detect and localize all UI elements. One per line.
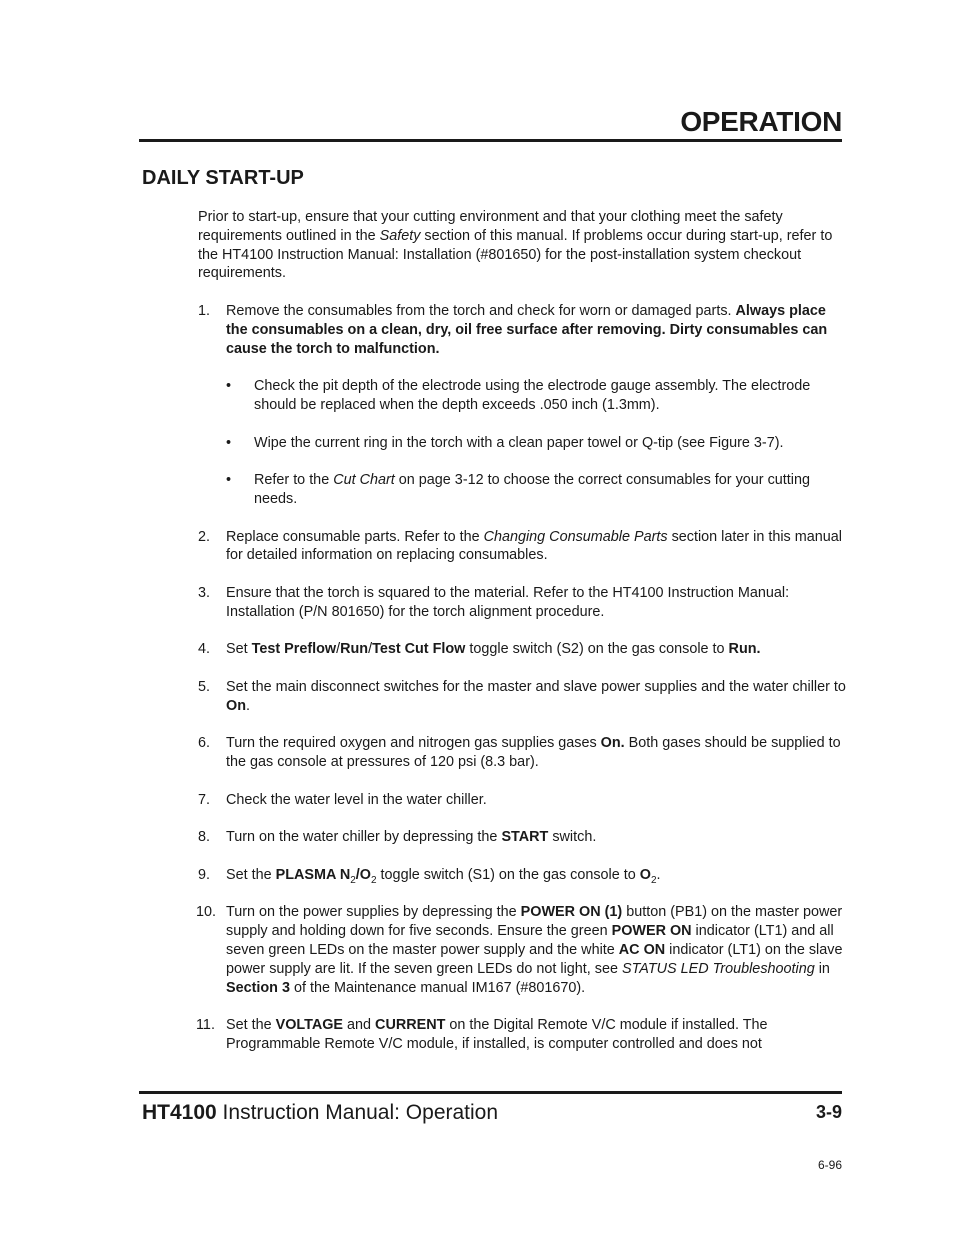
step-3: 3. Ensure that the torch is squared to the material. Refer to the HT4100 Instruction Manual: Installation (P/N 801650) for the torch alignment procedure.	[198, 584, 790, 620]
page-number: 3-9	[815, 1102, 842, 1122]
product-name: HT4100	[142, 1101, 217, 1124]
step-number: 10.	[196, 904, 217, 921]
bullet-item: • Wipe the current ring in the torch with a clean paper towel or Q-tip (see Figure 3-7).	[226, 434, 784, 451]
step-6: 6. Turn the required oxygen and nitrogen gas supplies gases On. Both gases should be supplied to the gas console at pressures of 120 psi (8.3 bar).	[198, 735, 841, 771]
steps-list	[198, 302, 846, 1054]
bullet-item: • Refer to the Cut Chart on page 3-12 to choose the correct consumables for your cutting needs.	[226, 472, 810, 507]
bullet-icon: •	[226, 434, 232, 451]
intro-paragraph: Prior to start-up, ensure that your cutting environment and that your clothing meet the safety requirements outlined in the Safety section of this manual. If problems occur during start-up, refer to the HT4100 Instruction Manual: Installation (#801650) for the post-installation system checkout requirements.	[198, 209, 833, 282]
step-1: 1. Remove the consumables from the torch and check for worn or damaged parts. Always place the consumables on a clean, dry, oil free surface after removing. Dirty consumables can cause the torch to malfunction. • Check the pit depth of the electrode using the electrode gauge assembly. The electrode should be replaced when the depth exceeds .050 inch (1.3mm). • Wipe the current ring in the torch with a clean paper towel or Q-tip (see Figure 3-7). • Refer to the Cut Chart on page 3-12 to choose the correct consumables for your cutting needs.	[198, 302, 846, 509]
step-number: 11.	[196, 1017, 215, 1034]
step-8: 8. Turn on the water chiller by depressing the START switch.	[198, 829, 597, 846]
step-4: 4. Set Test Preflow/Run/Test Cut Flow toggle switch (S2) on the gas console to Run.	[198, 641, 761, 658]
step-5: 5. Set the main disconnect switches for the master and slave power supplies and the water chiller to On.	[198, 678, 846, 714]
step-1-bullets	[226, 377, 846, 509]
bullet-icon: •	[226, 378, 232, 395]
footer-title: HT4100 Instruction Manual: Operation	[142, 1101, 499, 1124]
step-2: 2. Replace consumable parts. Refer to the Changing Consumable Parts section later in this manual for detailed information on replacing consumables.	[198, 528, 842, 564]
step-number: 8.	[198, 829, 211, 846]
step-number: 3.	[198, 584, 211, 601]
bullet-item: • Check the pit depth of the electrode using the electrode gauge assembly. The electrode should be replaced when the depth exceeds .050 inch (1.3mm).	[226, 378, 811, 413]
step-number: 7.	[198, 791, 211, 808]
step-number: 6.	[198, 735, 211, 752]
step-number: 2.	[198, 528, 211, 545]
step-number: 9.	[198, 866, 211, 883]
page-subtitle: DAILY START-UP	[142, 167, 304, 189]
step-10: 10. Turn on the power supplies by depressing the POWER ON (1) button (PB1) on the master power supply and holding down for five seconds. Ensure the green POWER ON indicator (LT1) and all seven green LEDs on the master power supply and the white AC ON indicator (LT1) on the slave power supply are lit. If the seven green LEDs do not light, see STATUS LED Troubleshooting in Section 3 of the Maintenance manual IM167 (#801670).	[196, 904, 843, 996]
section-title: OPERATION	[680, 106, 842, 137]
step-11: 11. Set the VOLTAGE and CURRENT on the Digital Remote V/C module if installed. The Programmable Remote V/C module, if installed, is computer controlled and does not	[196, 1017, 768, 1053]
step-7: 7. Check the water level in the water chiller.	[198, 791, 487, 808]
revision-date: 6-96	[817, 1158, 842, 1172]
bullet-icon: •	[226, 472, 232, 489]
step-number: 5.	[198, 678, 211, 695]
footer-rule	[139, 1091, 842, 1094]
step-number: 4.	[198, 641, 211, 658]
main-content	[198, 208, 846, 1054]
header-rule	[139, 139, 842, 142]
step-number: 1.	[198, 302, 211, 319]
step-9: 9. Set the PLASMA $N_2/O_2$ toggle switch (S1) on the gas console to $O_2$.	[198, 866, 661, 886]
